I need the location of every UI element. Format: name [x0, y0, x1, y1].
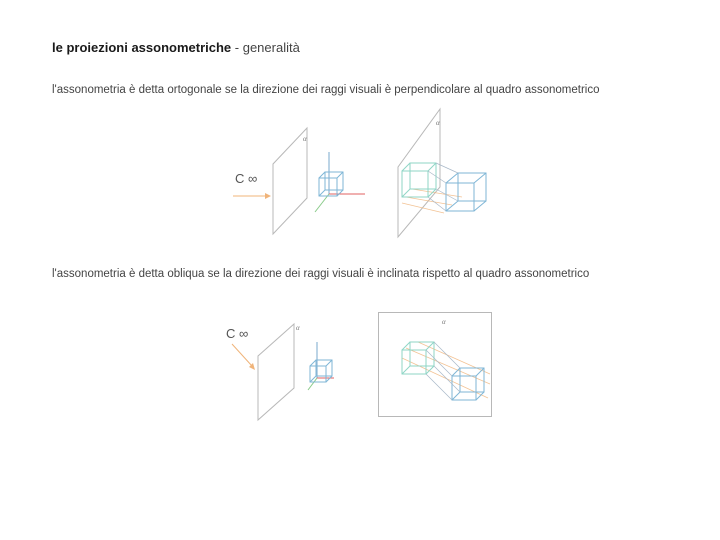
orthogonal-perspective-figure	[392, 105, 502, 240]
oblique-side-view-figure	[222, 316, 352, 426]
title-main: le proiezioni assonometriche	[52, 40, 232, 55]
plane-label: α	[436, 119, 440, 127]
projection-ray	[232, 344, 252, 366]
projection-plane	[398, 109, 440, 237]
connecting-edges	[426, 342, 460, 400]
plane-label: α	[442, 318, 446, 326]
ray-arrow-icon	[265, 193, 271, 199]
projection-plane	[379, 313, 492, 417]
title-subtitle: - generalità	[231, 40, 300, 55]
cube	[446, 173, 486, 211]
oblique-perspective-figure	[378, 312, 498, 418]
cube	[310, 360, 332, 382]
y-axis	[315, 194, 329, 212]
plane-label: α	[296, 324, 300, 332]
projection-plane	[258, 324, 294, 420]
orthogonal-side-view-figure	[225, 108, 375, 238]
source-label: C ∞	[235, 171, 258, 186]
oblique-description: l'assonometria è detta obliqua se la direzione dei raggi visuali è inclinata rispetto al quadro assonometrico	[52, 268, 590, 280]
source-label: C ∞	[226, 326, 249, 341]
plane-label: α	[303, 135, 307, 143]
cube	[319, 172, 343, 196]
slide-title	[52, 40, 300, 55]
cube	[452, 368, 484, 400]
orthogonal-description: l'assonometria è detta ortogonale se la direzione dei raggi visuali è perpendicolare al quadro assonometrico	[52, 84, 600, 96]
projection-plane	[273, 128, 307, 234]
